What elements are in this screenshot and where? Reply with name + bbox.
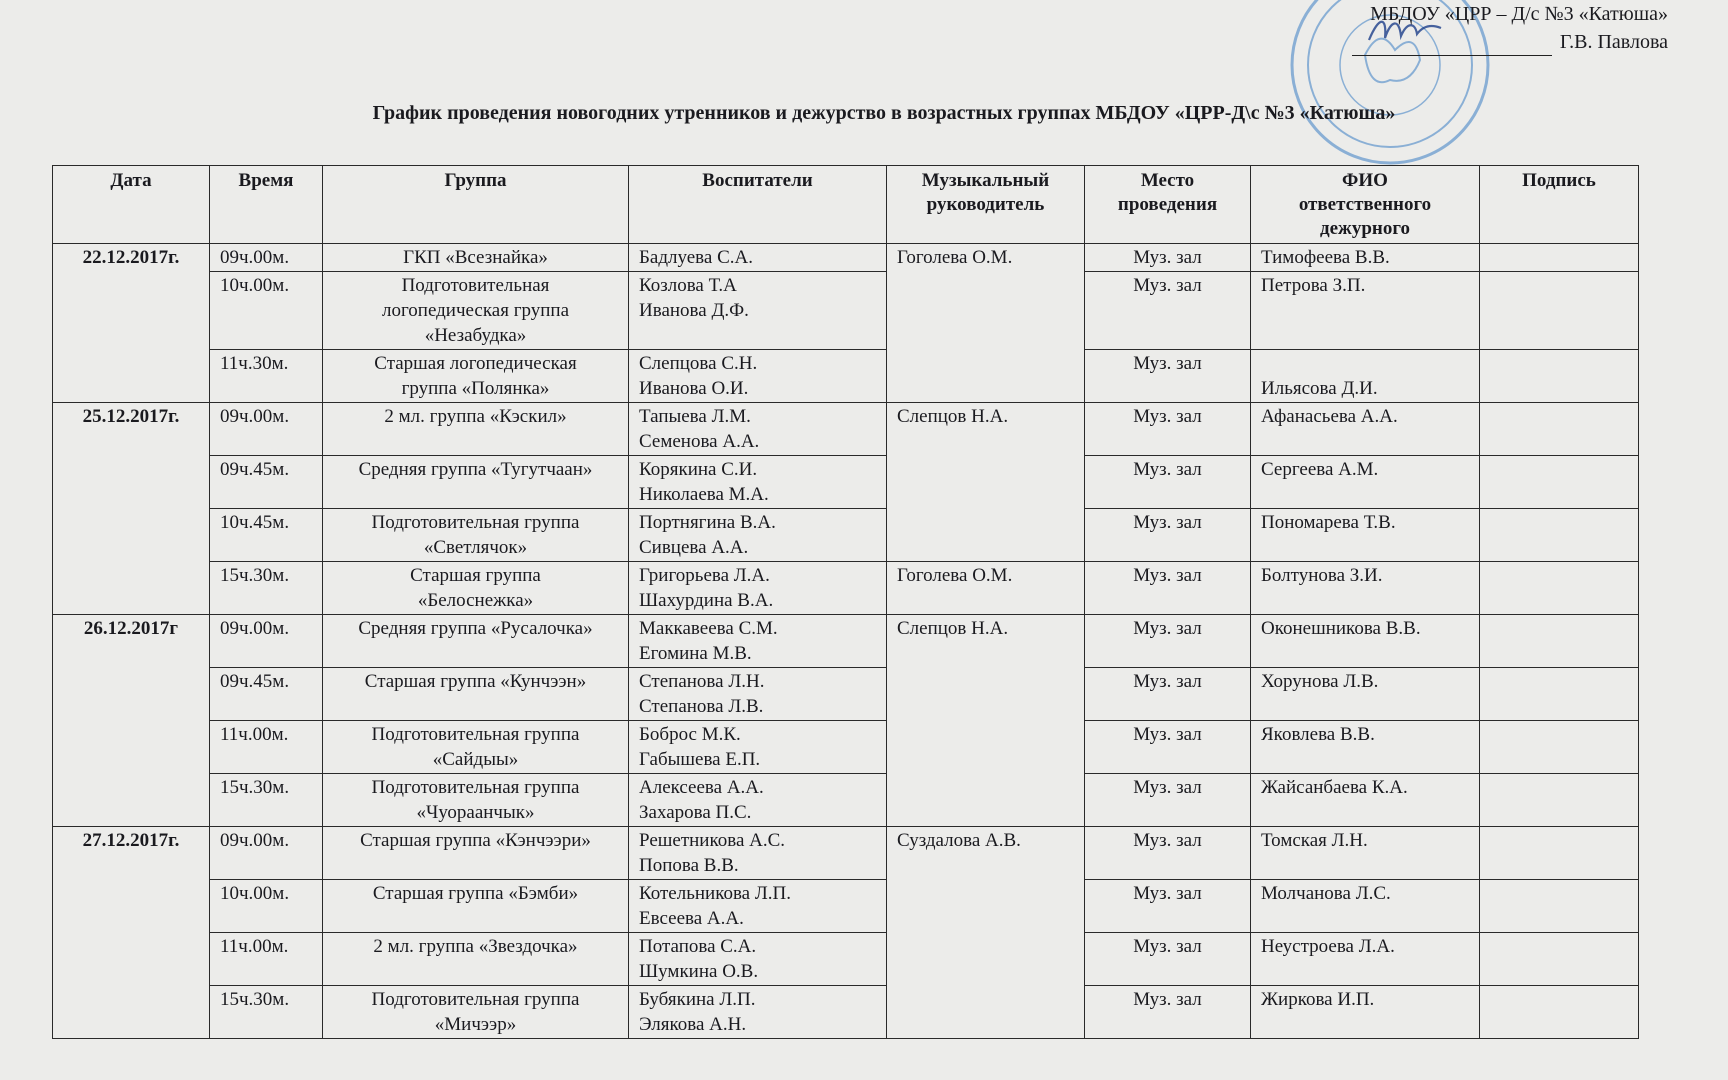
music-director-cell: Суздалова А.В. [887,827,1085,1039]
time-cell: 09ч.00м. [210,827,323,880]
group-cell [323,668,629,721]
signature-cell [1480,615,1639,668]
cell-line: Элякова А.Н. [639,1014,747,1035]
group-cell [323,272,629,350]
time-cell: 09ч.00м. [210,403,323,456]
time-cell: 09ч.00м. [210,615,323,668]
cell-line: Средняя группа «Тугутчаан» [358,459,593,480]
duty-cell: Ильясова Д.И. [1251,350,1480,403]
duty-cell: Пономарева Т.В. [1251,509,1480,562]
place-cell: Муз. зал [1085,774,1251,827]
table-row [53,721,1639,774]
group-cell [323,986,629,1039]
table-row [53,509,1639,562]
table-row [53,774,1639,827]
cell-line: Старшая группа «Бэмби» [372,883,579,904]
table-row [53,615,1639,668]
teachers-cell [629,562,887,615]
place-cell: Муз. зал [1085,933,1251,986]
cell-line: Габышева Е.П. [639,749,761,770]
cell-line: Подготовительная группа [371,777,580,798]
header-row [53,166,1639,244]
cell-line: Шумкина О.В. [639,961,759,982]
cell-line: Егомина М.В. [639,643,752,664]
group-cell [323,244,629,272]
table-row [53,562,1639,615]
cell-line: Захарова П.С. [639,802,752,823]
table-row [53,403,1639,456]
teachers-cell [629,827,887,880]
place-cell: Муз. зал [1085,668,1251,721]
time-cell: 09ч.45м. [210,456,323,509]
header-time: Время [210,166,323,244]
signature-cell [1480,403,1639,456]
cell-line: Степанова Л.Н. [639,671,765,692]
place-cell: Муз. зал [1085,244,1251,272]
cell-line: Боброс М.К. [639,724,741,745]
teachers-cell [629,668,887,721]
cell-line: «Мичээр» [434,1014,517,1035]
cell-line: Алексеева А.А. [639,777,764,798]
time-cell: 10ч.00м. [210,880,323,933]
place-cell: Муз. зал [1085,403,1251,456]
group-cell [323,350,629,403]
group-cell [323,615,629,668]
schedule-table [52,165,1639,1039]
signature-cell [1480,668,1639,721]
signature-cell [1480,456,1639,509]
cell-line: Козлова Т.А [639,275,737,296]
teachers-cell [629,403,887,456]
duty-cell: Неустроева Л.А. [1251,933,1480,986]
cell-line: «Сайдыы» [432,749,519,770]
group-cell [323,827,629,880]
time-cell: 10ч.00м. [210,272,323,350]
place-cell: Муз. зал [1085,272,1251,350]
place-cell: Муз. зал [1085,986,1251,1039]
teachers-cell [629,933,887,986]
approval-organization: МБДОУ «ЦРР – Д/с №3 «Катюша» [1370,3,1668,25]
cell-line: Слепцова С.Н. [639,353,758,374]
duty-cell: Сергеева А.М. [1251,456,1480,509]
cell-line: Тапыева Л.М. [639,406,751,427]
cell-line: Бубякина Л.П. [639,989,756,1010]
date-cell: 26.12.2017г [53,615,210,827]
signature-cell [1480,350,1639,403]
duty-cell: Яковлева В.В. [1251,721,1480,774]
table-row [53,827,1639,880]
music-director-cell: Гоголева О.М. [887,562,1085,615]
table-row [53,272,1639,350]
place-cell: Муз. зал [1085,509,1251,562]
duty-cell: Молчанова Л.С. [1251,880,1480,933]
cell-line: Попова В.В. [639,855,739,876]
signature-cell [1480,272,1639,350]
header-duty: ФИО ответственного дежурного [1251,166,1480,244]
cell-line: Котельникова Л.П. [639,883,791,904]
place-cell: Муз. зал [1085,562,1251,615]
group-cell [323,774,629,827]
duty-cell: Афанасьева А.А. [1251,403,1480,456]
cell-line: Евсеева А.А. [639,908,744,929]
cell-line: «Светлячок» [423,537,528,558]
group-cell [323,933,629,986]
time-cell: 15ч.30м. [210,986,323,1039]
date-cell: 22.12.2017г. [53,244,210,403]
document-title: График проведения новогодних утренников и дежурство в возрастных группах МБДОУ «ЦРР-Д\с №3 «Катюша» [372,102,1396,124]
duty-cell: Тимофеева В.В. [1251,244,1480,272]
group-cell [323,509,629,562]
signature-cell [1480,933,1639,986]
signature-cell [1480,880,1639,933]
table-row [53,933,1639,986]
cell-line: Старшая группа «Кэнчээри» [360,830,591,851]
teachers-cell [629,774,887,827]
time-cell: 11ч.00м. [210,933,323,986]
header-date: Дата [53,166,210,244]
place-cell: Муз. зал [1085,880,1251,933]
cell-line: Григорьева Л.А. [639,565,770,586]
cell-line: Старшая логопедическая [374,353,577,374]
duty-cell: Хорунова Л.В. [1251,668,1480,721]
cell-line: Потапова С.А. [639,936,757,957]
cell-line: Подготовительная [401,275,550,296]
time-cell: 11ч.30м. [210,350,323,403]
approval-block [1352,0,1668,56]
group-cell [323,456,629,509]
teachers-cell [629,272,887,350]
cell-line: Иванова О.И. [639,378,749,399]
date-cell: 27.12.2017г. [53,827,210,1039]
teachers-cell [629,880,887,933]
teachers-cell [629,986,887,1039]
time-cell: 09ч.00м. [210,244,323,272]
music-director-cell: Слепцов Н.А. [887,403,1085,562]
cell-line: Корякина С.И. [639,459,758,480]
duty-cell: Жайсанбаева К.А. [1251,774,1480,827]
cell-line: Шахурдина В.А. [639,590,774,611]
header-place: Место проведения [1085,166,1251,244]
schedule-body [53,244,1639,1039]
cell-line: группа «Полянка» [401,378,550,399]
cell-line: ГКП «Всезнайка» [403,247,548,268]
cell-line: «Чуораанчык» [416,802,535,823]
signature-cell [1480,827,1639,880]
header-signature: Подпись [1480,166,1639,244]
teachers-cell [629,244,887,272]
cell-line: «Незабудка» [424,325,527,346]
header-teachers: Воспитатели [629,166,887,244]
cell-line: Подготовительная группа [371,724,580,745]
group-cell [323,403,629,456]
time-cell: 15ч.30м. [210,774,323,827]
teachers-cell [629,350,887,403]
music-director-cell: Слепцов Н.А. [887,615,1085,827]
time-cell: 15ч.30м. [210,562,323,615]
signature-cell [1480,774,1639,827]
place-cell: Муз. зал [1085,827,1251,880]
signature-cell [1480,509,1639,562]
time-cell: 09ч.45м. [210,668,323,721]
cell-line: Семенова А.А. [639,431,760,452]
table-row [53,986,1639,1039]
cell-line: Средняя группа «Русалочка» [358,618,593,639]
group-cell [323,880,629,933]
cell-line: Подготовительная группа [371,512,580,533]
cell-line: Иванова Д.Ф. [639,300,749,321]
table-row [53,668,1639,721]
group-cell [323,562,629,615]
cell-line: Николаева М.А. [639,484,769,505]
cell-line: 2 мл. группа «Звездочка» [373,936,578,957]
signature-cell [1480,244,1639,272]
cell-line: логопедическая группа [381,300,570,321]
cell-line: Портнягина В.А. [639,512,776,533]
signature-cell [1480,721,1639,774]
cell-line: Сивцева А.А. [639,537,749,558]
cell-line: «Белоснежка» [417,590,534,611]
teachers-cell [629,456,887,509]
cell-line: Старшая группа «Кунчээн» [364,671,587,692]
cell-line: Старшая группа [410,565,541,586]
duty-cell: Томская Л.Н. [1251,827,1480,880]
signature-cell [1480,986,1639,1039]
place-cell: Муз. зал [1085,350,1251,403]
duty-cell: Жиркова И.П. [1251,986,1480,1039]
teachers-cell [629,615,887,668]
duty-cell: Болтунова З.И. [1251,562,1480,615]
approval-head-name: Г.В. Павлова [1559,31,1668,53]
cell-line: Степанова Л.В. [639,696,764,717]
teachers-cell [629,721,887,774]
place-cell: Муз. зал [1085,456,1251,509]
place-cell: Муз. зал [1085,615,1251,668]
place-cell: Муз. зал [1085,721,1251,774]
cell-line: Решетникова А.С. [639,830,786,851]
cell-line: Маккавеева С.М. [639,618,778,639]
cell-line: Бадлуева С.А. [639,247,753,268]
music-director-cell: Гоголева О.М. [887,244,1085,403]
signature-cell [1480,562,1639,615]
teachers-cell [629,509,887,562]
date-cell: 25.12.2017г. [53,403,210,615]
table-row [53,350,1639,403]
cell-line: Подготовительная группа [371,989,580,1010]
time-cell: 10ч.45м. [210,509,323,562]
header-group: Группа [323,166,629,244]
table-row [53,456,1639,509]
duty-cell: Петрова З.П. [1251,272,1480,350]
cell-line: 2 мл. группа «Кэскил» [384,406,567,427]
signature-line [1352,35,1552,56]
time-cell: 11ч.00м. [210,721,323,774]
table-row [53,880,1639,933]
table-row [53,244,1639,272]
duty-cell: Оконешникова В.В. [1251,615,1480,668]
group-cell [323,721,629,774]
header-music-director: Музыкальный руководитель [887,166,1085,244]
